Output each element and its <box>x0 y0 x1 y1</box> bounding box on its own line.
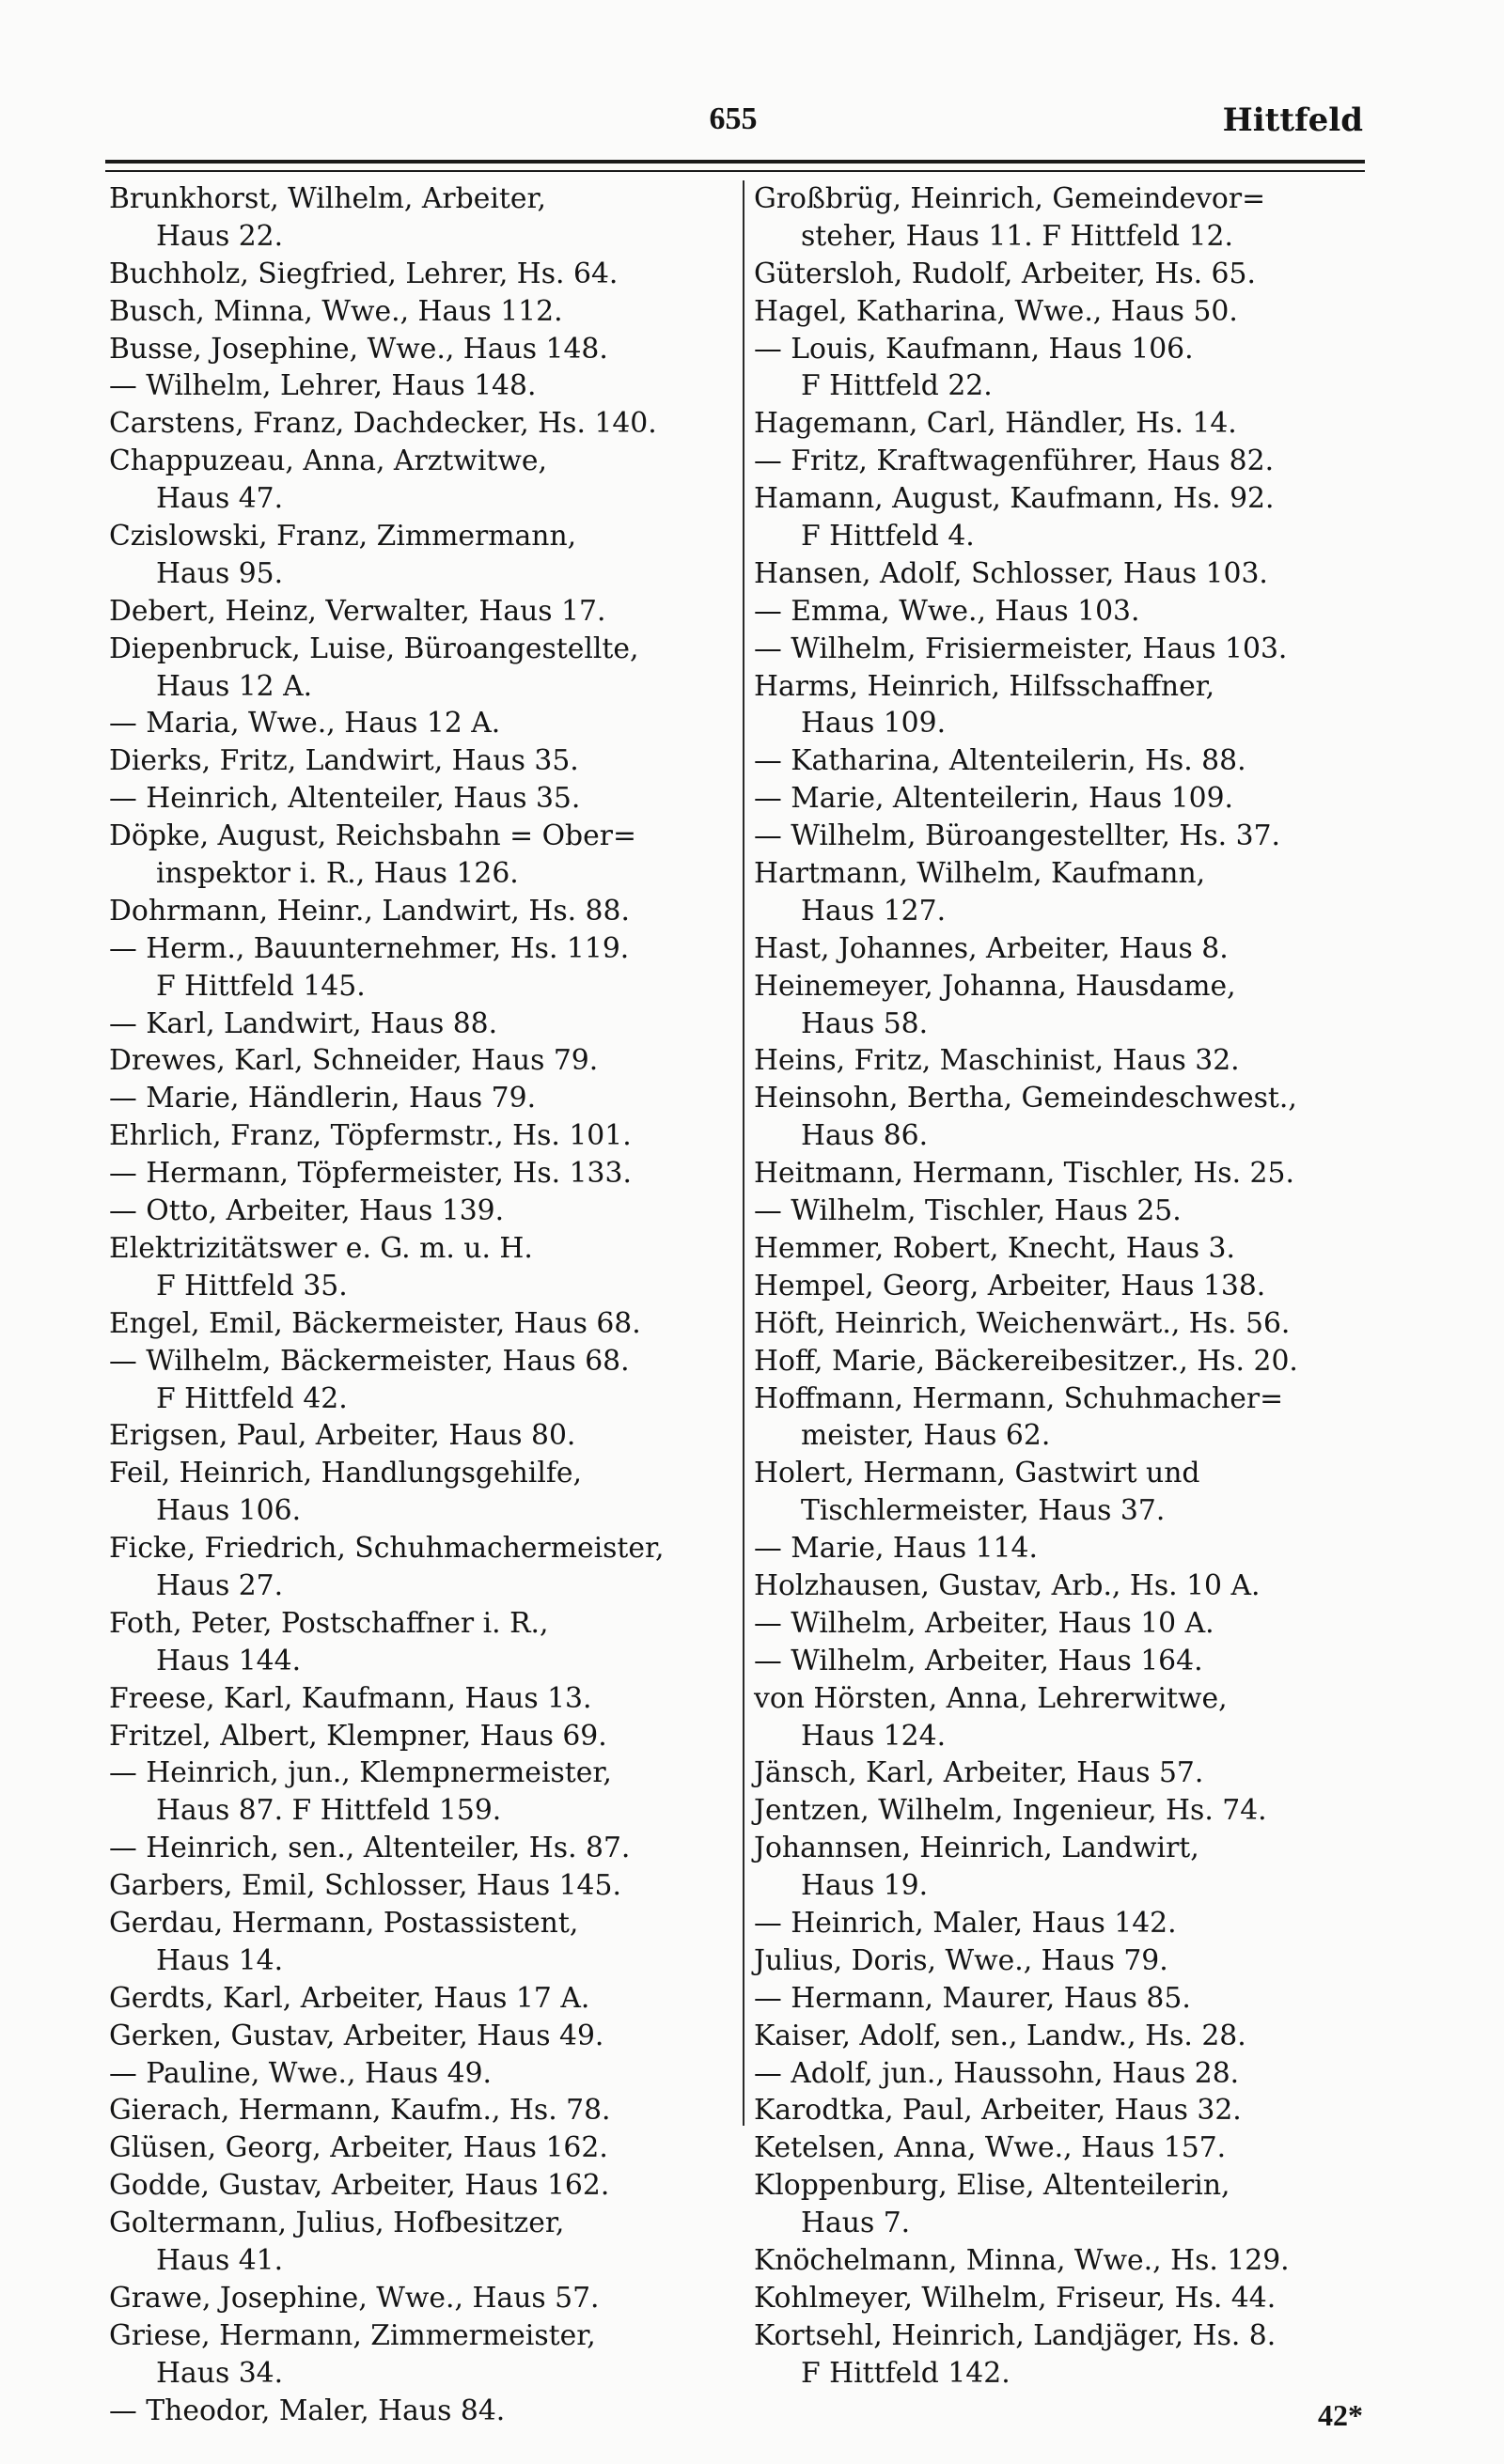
directory-line: Haus 124. <box>801 1719 947 1753</box>
directory-line: Kaiser, Adolf, sen., Landw., Hs. 28. <box>754 2019 1246 2052</box>
directory-line: — Hermann, Maurer, Haus 85. <box>754 1981 1191 2015</box>
directory-line: — Wilhelm, Tischler, Haus 25. <box>754 1194 1182 1228</box>
directory-line: Döpke, August, Reichsbahn = Ober= <box>109 819 636 853</box>
directory-line: Godde, Gustav, Arbeiter, Haus 162. <box>109 2169 610 2203</box>
directory-line: Julius, Doris, Wwe., Haus 79. <box>754 1943 1168 1977</box>
directory-line: Griese, Hermann, Zimmermeister, <box>109 2318 596 2352</box>
directory-line: — Theodor, Maler, Haus 84. <box>109 2394 506 2427</box>
directory-line: Kloppenburg, Elise, Altenteilerin, <box>754 2169 1230 2203</box>
directory-line: Busse, Josephine, Wwe., Haus 148. <box>109 332 608 366</box>
signature-mark: 42* <box>1318 2398 1363 2432</box>
directory-line: F Hittfeld 4. <box>801 520 975 554</box>
directory-line: Hast, Johannes, Arbeiter, Haus 8. <box>754 931 1229 965</box>
directory-line: Haus 47. <box>156 482 284 516</box>
directory-line: — Wilhelm, Büroangestellter, Hs. 37. <box>754 819 1281 853</box>
directory-line: Großbrüg, Heinrich, Gemeindevor= <box>754 182 1266 215</box>
directory-line: Johannsen, Heinrich, Landwirt, <box>754 1832 1199 1865</box>
directory-line: Debert, Heinz, Verwalter, Haus 17. <box>109 594 606 628</box>
directory-line: Glüsen, Georg, Arbeiter, Haus 162. <box>109 2131 608 2165</box>
directory-line: F Hittfeld 145. <box>156 969 366 1003</box>
directory-line: Haus 41. <box>156 2243 284 2277</box>
directory-line: — Wilhelm, Frisiermeister, Haus 103. <box>754 632 1288 665</box>
directory-line: F Hittfeld 42. <box>156 1381 348 1415</box>
directory-line: Haus 27. <box>156 1568 284 1602</box>
header-rule <box>105 160 1365 164</box>
directory-line: Haus 127. <box>801 894 947 928</box>
directory-line: Hagel, Katharina, Wwe., Haus 50. <box>754 294 1238 328</box>
directory-line: Höft, Heinrich, Weichenwärt., Hs. 56. <box>754 1306 1291 1340</box>
directory-line: Karodtka, Paul, Arbeiter, Haus 32. <box>754 2094 1242 2128</box>
directory-line: — Heinrich, sen., Altenteiler, Hs. 87. <box>109 1832 631 1865</box>
directory-line: Harms, Heinrich, Hilfsschaffner, <box>754 669 1215 703</box>
column-divider <box>743 180 744 2126</box>
directory-line: Ehrlich, Franz, Töpfermstr., Hs. 101. <box>109 1119 632 1153</box>
directory-line: Haus 95. <box>156 556 284 590</box>
directory-line: Erigsen, Paul, Arbeiter, Haus 80. <box>109 1419 576 1453</box>
page-header <box>103 101 1363 154</box>
directory-line: Haus 22. <box>156 219 284 253</box>
left-column <box>109 180 737 2427</box>
directory-line: Hoff, Marie, Bäckereibesitzer., Hs. 20. <box>754 1344 1298 1378</box>
directory-line: — Maria, Wwe., Haus 12 A. <box>109 707 501 741</box>
directory-line: Haus 14. <box>156 1943 284 1977</box>
directory-line: — Otto, Arbeiter, Haus 139. <box>109 1194 505 1228</box>
directory-line: Carstens, Franz, Dachdecker, Hs. 140. <box>109 407 657 441</box>
directory-line: Foth, Peter, Postschaffner i. R., <box>109 1606 549 1640</box>
directory-line: Knöchelmann, Minna, Wwe., Hs. 129. <box>754 2243 1290 2277</box>
directory-line: — Fritz, Kraftwagenführer, Haus 82. <box>754 444 1275 478</box>
directory-line: steher, Haus 11. F Hittfeld 12. <box>801 219 1233 253</box>
directory-line: Grawe, Josephine, Wwe., Haus 57. <box>109 2281 600 2315</box>
directory-line: Hoffmann, Hermann, Schuhmacher= <box>754 1381 1284 1415</box>
directory-line: Drewes, Karl, Schneider, Haus 79. <box>109 1044 599 1078</box>
directory-line: — Hermann, Töpfermeister, Hs. 133. <box>109 1157 632 1191</box>
directory-line: von Hörsten, Anna, Lehrerwitwe, <box>754 1681 1228 1715</box>
directory-line: F Hittfeld 35. <box>156 1269 348 1302</box>
directory-line: Hempel, Georg, Arbeiter, Haus 138. <box>754 1269 1266 1302</box>
directory-line: F Hittfeld 22. <box>801 369 993 403</box>
directory-line: Freese, Karl, Kaufmann, Haus 13. <box>109 1681 592 1715</box>
directory-line: Haus 58. <box>801 1006 929 1040</box>
directory-line: Dierks, Fritz, Landwirt, Haus 35. <box>109 744 579 778</box>
directory-line: Dohrmann, Heinr., Landwirt, Hs. 88. <box>109 894 630 928</box>
directory-line: Gütersloh, Rudolf, Arbeiter, Hs. 65. <box>754 257 1256 290</box>
page-number: 655 <box>709 101 758 136</box>
directory-line: Haus 87. F Hittfeld 159. <box>156 1794 502 1828</box>
directory-line: Haus 144. <box>156 1644 302 1677</box>
directory-line: Haus 34. <box>156 2356 284 2390</box>
directory-line: Hansen, Adolf, Schlosser, Haus 103. <box>754 556 1268 590</box>
directory-line: Hartmann, Wilhelm, Kaufmann, <box>754 857 1206 891</box>
directory-line: meister, Haus 62. <box>801 1419 1051 1453</box>
directory-line: Diepenbruck, Luise, Büroangestellte, <box>109 632 639 665</box>
directory-line: Busch, Minna, Wwe., Haus 112. <box>109 294 563 328</box>
running-head: Hittfeld <box>1222 101 1363 139</box>
directory-line: — Louis, Kaufmann, Haus 106. <box>754 332 1194 366</box>
directory-line: Gerdts, Karl, Arbeiter, Haus 17 A. <box>109 1981 590 2015</box>
directory-line: Kortsehl, Heinrich, Landjäger, Hs. 8. <box>754 2318 1277 2352</box>
directory-line: Haus 7. <box>801 2207 911 2240</box>
directory-line: — Heinrich, jun., Klempnermeister, <box>109 1756 612 1790</box>
directory-line: Garbers, Emil, Schlosser, Haus 145. <box>109 1869 621 1903</box>
directory-line: — Emma, Wwe., Haus 103. <box>754 594 1140 628</box>
directory-line: Engel, Emil, Bäckermeister, Haus 68. <box>109 1306 641 1340</box>
directory-line: Heitmann, Hermann, Tischler, Hs. 25. <box>754 1157 1294 1191</box>
header-rule-thin <box>105 170 1365 172</box>
directory-line: — Wilhelm, Arbeiter, Haus 164. <box>754 1644 1203 1677</box>
directory-line: Czislowski, Franz, Zimmermann, <box>109 520 577 554</box>
directory-line: Jentzen, Wilhelm, Ingenieur, Hs. 74. <box>754 1794 1267 1828</box>
directory-line: Brunkhorst, Wilhelm, Arbeiter, <box>109 182 546 215</box>
directory-line: Goltermann, Julius, Hofbesitzer, <box>109 2207 565 2240</box>
directory-line: Haus 86. <box>801 1119 929 1153</box>
directory-line: — Karl, Landwirt, Haus 88. <box>109 1006 498 1040</box>
directory-line: Haus 19. <box>801 1869 929 1903</box>
directory-line: Gerken, Gustav, Arbeiter, Haus 49. <box>109 2019 604 2052</box>
directory-line: — Marie, Altenteilerin, Haus 109. <box>754 782 1233 816</box>
right-column <box>754 180 1382 2390</box>
directory-line: — Wilhelm, Arbeiter, Haus 10 A. <box>754 1606 1214 1640</box>
directory-line: Fritzel, Albert, Klempner, Haus 69. <box>109 1719 607 1753</box>
directory-line: inspektor i. R., Haus 126. <box>156 857 519 891</box>
directory-line: Gierach, Hermann, Kaufm., Hs. 78. <box>109 2094 611 2128</box>
directory-line: Heinemeyer, Johanna, Hausdame, <box>754 969 1236 1003</box>
directory-line: Chappuzeau, Anna, Arztwitwe, <box>109 444 547 478</box>
directory-line: — Herm., Bauunternehmer, Hs. 119. <box>109 931 630 965</box>
directory-line: Gerdau, Hermann, Postassistent, <box>109 1906 579 1940</box>
directory-line: Tischlermeister, Haus 37. <box>801 1494 1166 1528</box>
directory-line: Holert, Hermann, Gastwirt und <box>754 1457 1200 1490</box>
directory-line: — Heinrich, Altenteiler, Haus 35. <box>109 782 581 816</box>
directory-line: — Heinrich, Maler, Haus 142. <box>754 1906 1177 1940</box>
directory-line: Haus 106. <box>156 1494 302 1528</box>
directory-line: — Katharina, Altenteilerin, Hs. 88. <box>754 744 1246 778</box>
directory-line: Feil, Heinrich, Handlungsgehilfe, <box>109 1457 582 1490</box>
directory-line: Hemmer, Robert, Knecht, Haus 3. <box>754 1231 1235 1265</box>
directory-line: F Hittfeld 142. <box>801 2356 1010 2390</box>
directory-line: Hamann, August, Kaufmann, Hs. 92. <box>754 482 1275 516</box>
directory-line: Haus 109. <box>801 707 947 741</box>
directory-line: — Marie, Händlerin, Haus 79. <box>109 1082 537 1115</box>
directory-line: — Wilhelm, Bäckermeister, Haus 68. <box>109 1344 630 1378</box>
directory-line: Holzhausen, Gustav, Arb., Hs. 10 A. <box>754 1568 1261 1602</box>
directory-line: Heins, Fritz, Maschinist, Haus 32. <box>754 1044 1240 1078</box>
directory-line: Ketelsen, Anna, Wwe., Haus 157. <box>754 2131 1227 2165</box>
directory-line: Haus 12 A. <box>156 669 313 703</box>
directory-line: — Pauline, Wwe., Haus 49. <box>109 2056 493 2090</box>
directory-line: Kohlmeyer, Wilhelm, Friseur, Hs. 44. <box>754 2281 1277 2315</box>
directory-line: Hagemann, Carl, Händler, Hs. 14. <box>754 407 1237 441</box>
directory-line: — Adolf, jun., Haussohn, Haus 28. <box>754 2056 1240 2090</box>
directory-line: Ficke, Friedrich, Schuhmachermeister, <box>109 1532 665 1566</box>
directory-line: — Marie, Haus 114. <box>754 1532 1038 1566</box>
directory-line: Elektrizitätswer e. G. m. u. H. <box>109 1231 533 1265</box>
directory-line: Jänsch, Karl, Arbeiter, Haus 57. <box>754 1756 1204 1790</box>
directory-line: Buchholz, Siegfried, Lehrer, Hs. 64. <box>109 257 619 290</box>
directory-line: Heinsohn, Bertha, Gemeindeschwest., <box>754 1082 1297 1115</box>
directory-line: — Wilhelm, Lehrer, Haus 148. <box>109 369 537 403</box>
